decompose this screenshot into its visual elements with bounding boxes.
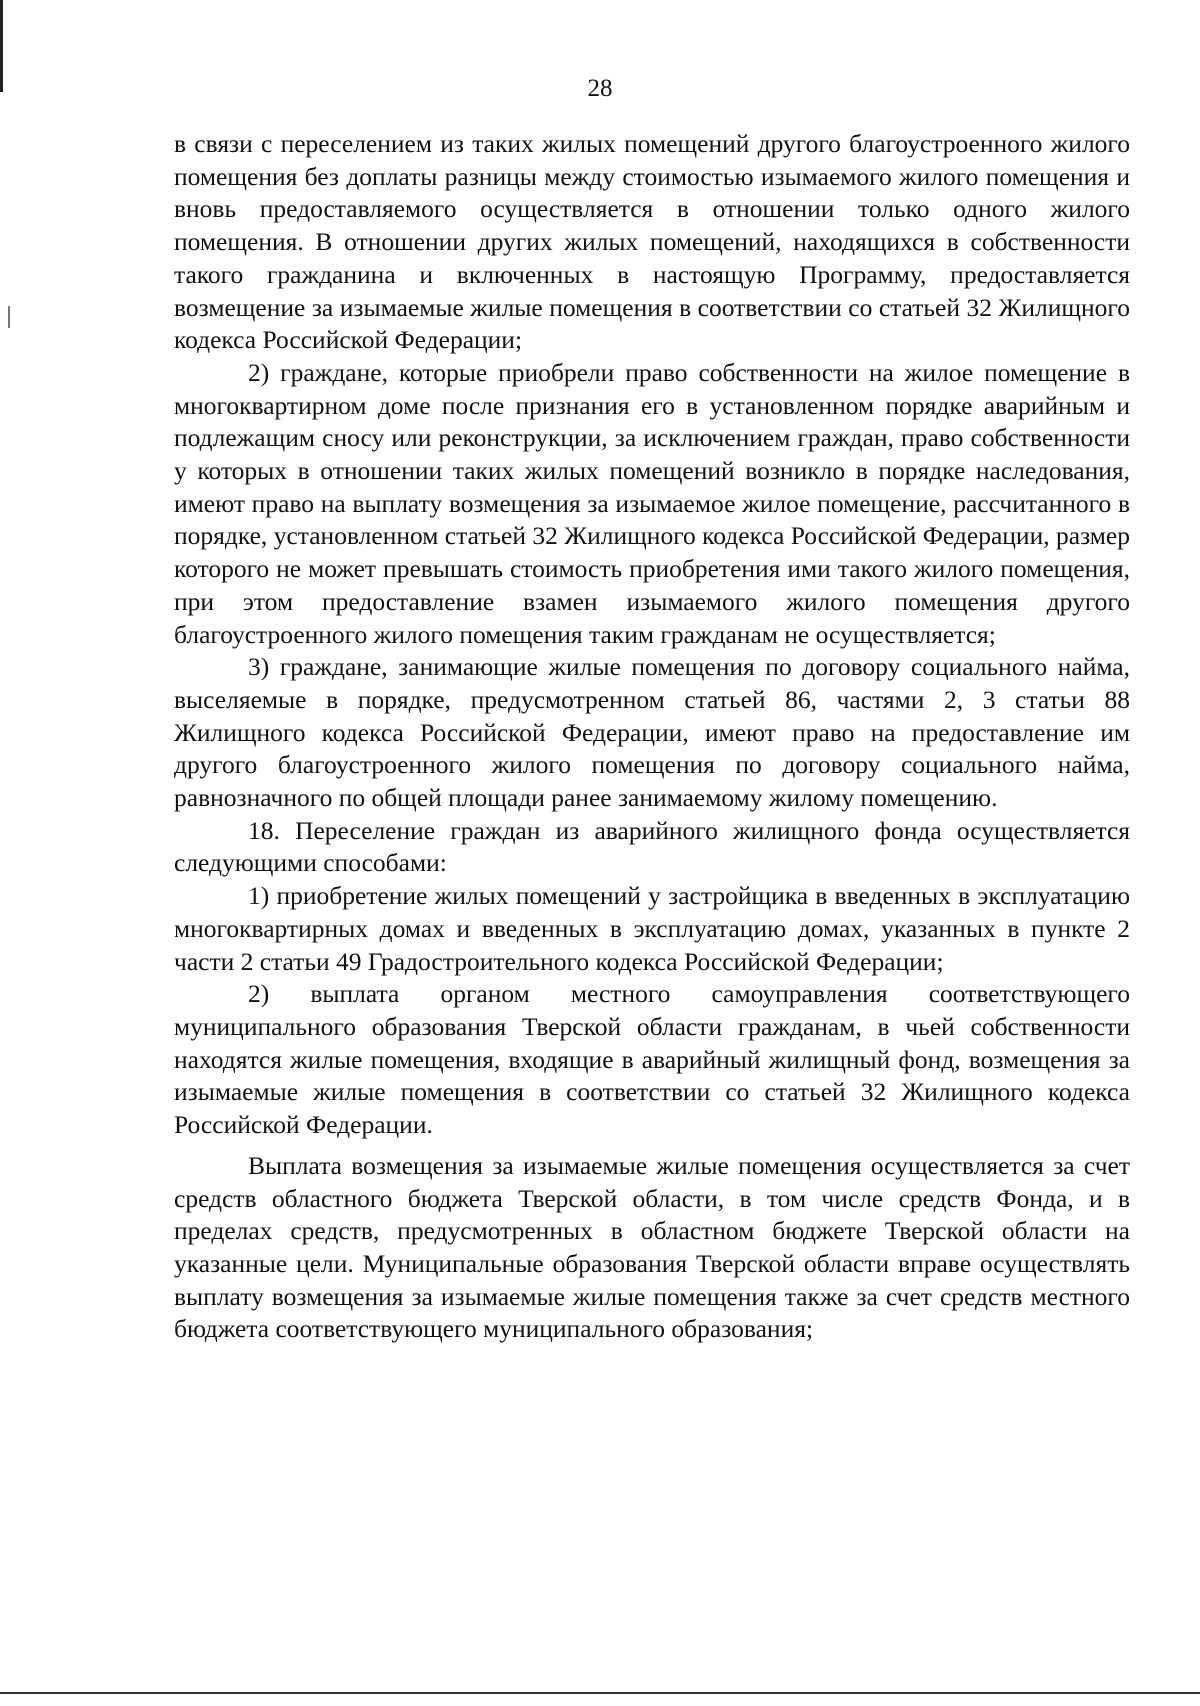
paragraph-method-2: 2) выплата органом местного самоуправления соответствующего муниципального образования Тверской области гражданам, в чьей собственности находятся жилые помещения, входящие в аварийный жилищный фонд, возмещения за изымаемые жилые помещения в соответствии со статьей 32 Жилищного кодекса Российской Федерации. [174, 979, 1130, 1140]
paragraph-item-2: 2) граждане, которые приобрели право собственности на жилое помещение в многоквартирном доме после признания его в установленном порядке аварийным и подлежащим сносу или реконструкции, за исключением граждан, право собственности у которых в отношении таких жилых помещений возникло в порядке наследования, имеют право на выплату возмещения за изымаемое жилое помещение, рассчитанного в порядке, установленном статьей 32 Жилищного кодекса Российской Федерации, размер которого не может превышать стоимость приобретения ими такого жилого помещения, при этом предоставление взамен изымаемого жилого помещения другого благоустроенного жилого помещения таким гражданам не осуществляется; [174, 357, 1130, 649]
paragraph-method-1: 1) приобретение жилых помещений у застройщика в введенных в эксплуатацию многоквартирных домах и введенных в эксплуатацию домах, указанных в пункте 2 части 2 статьи 49 Градостроительного кодекса Российской Федерации; [174, 881, 1130, 976]
paragraph-funding: Выплата возмещения за изымаемые жилые помещения осуществляется за счет средств областного бюджета Тверской области, в том числе средств Фонда, и в пределах средств, предусмотренных в областном бюджете Тверской области на указанные цели. Муниципальные образования Тверской области вправе осуществлять выплату возмещения за изымаемые жилые помещения также за счет средств местного бюджета соответствующего муниципального образования; [174, 1150, 1130, 1344]
paragraph-continuation: в связи с переселением из таких жилых помещений другого благоустроенного жилого помещения без доплаты разницы между стоимостью изымаемого жилого помещения и вновь предоставляемого осуществляется в отношении только одного жилого помещения. В отношении других жилых помещений, находящихся в собственности такого гражданина и включенных в настоящую Программу, предоставляется возмещение за изымаемые жилые помещения в соответствии со статьей 32 Жилищного кодекса Российской Федерации; [174, 129, 1130, 355]
scan-mark [8, 306, 10, 328]
page-number: 28 [587, 75, 613, 102]
scan-edge-bottom [0, 1692, 1200, 1694]
paragraph-section-18: 18. Переселение граждан из аварийного жилищного фонда осуществляется следующими способами: [174, 815, 1130, 878]
document-body [174, 128, 1130, 1346]
paragraph-item-3: 3) граждане, занимающие жилые помещения по договору социального найма, выселяемые в порядке, предусмотренном статьей 86, частями 2, 3 статьи 88 Жилищного кодекса Российской Федерации, имеют право на предоставление им другого благоустроенного жилого помещения по договору социального найма, равнозначного по общей площади ранее занимаемому жилому помещению. [174, 652, 1130, 813]
